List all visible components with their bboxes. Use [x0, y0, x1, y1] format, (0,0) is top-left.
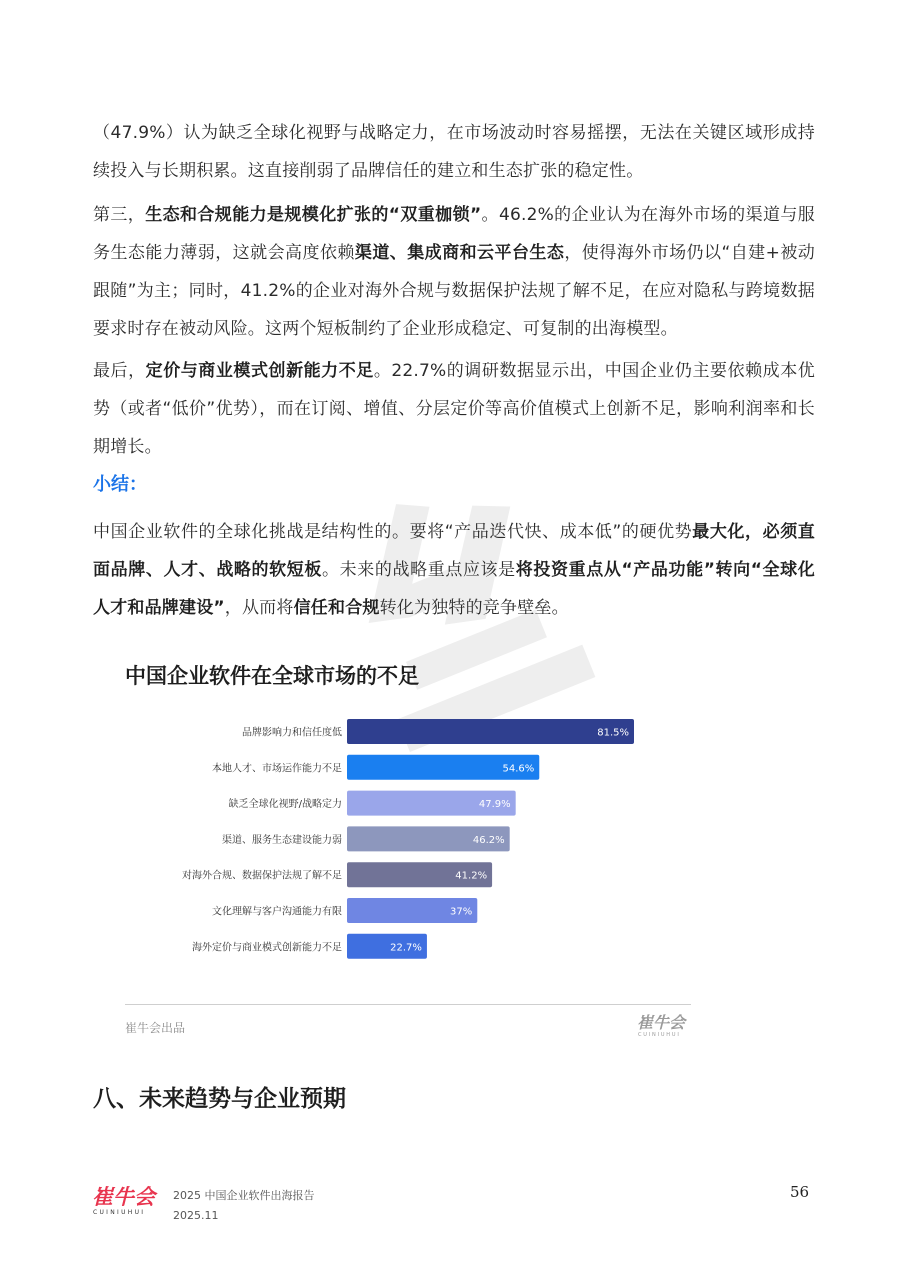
data-label: 22.7%	[390, 942, 422, 954]
category-label: 本地人才、市场运作能力不足	[212, 763, 342, 775]
data-label: 46.2%	[472, 834, 505, 846]
text-run: 。22.7%的调研数据显示出，中国企业仍主要依赖成本优势（或者“低价”优势），而在订阅、增值、分层定价等高价值模式上创新不足，影响利润率和长期增长。	[93, 361, 815, 457]
text-run: 转化为独特的竞争壁垒。	[379, 598, 569, 618]
chart-title: 中国企业软件在全球市场的不足	[125, 664, 419, 688]
bold-text-run: 最大化，必须直面品牌、人才、战略的软短板	[93, 522, 815, 580]
text-run: 。未来的战略重点应该是	[322, 560, 516, 580]
footer-logo-subtext: CUINIUHUI	[93, 1209, 146, 1216]
paragraph-1	[93, 114, 815, 190]
data-label: 54.6%	[502, 763, 535, 775]
data-label: 81.5%	[597, 727, 629, 739]
data-label: 37%	[450, 906, 473, 918]
category-label: 对海外合规、数据保护法规了解不足	[182, 870, 342, 882]
text-run: 。46.2%的企业认为在海外市场的渠道与服务生态能力薄弱，这就会高度依赖	[93, 205, 815, 263]
summary-heading: 小结：	[93, 474, 147, 495]
bold-text-run: 定价与商业模式创新能力不足	[145, 361, 374, 381]
text-run: 最后，	[93, 361, 146, 381]
bold-text-run: 将投资重点从“产品功能”转向“全球化人才和品牌建设”	[93, 560, 815, 618]
bold-text-run: 信任和合规	[293, 598, 380, 618]
text-run: ，从而将	[224, 598, 294, 618]
footer-report-name: 2025 中国企业软件出海报告	[173, 1189, 315, 1202]
category-label: 品牌影响力和信任度低	[242, 727, 342, 739]
category-label: 文化理解与客户沟通能力有限	[212, 906, 342, 918]
summary-paragraph	[93, 513, 815, 627]
bar	[347, 719, 634, 744]
bold-text-run: 生态和合规能力是规模化扩张的“双重枷锁”	[145, 205, 482, 225]
page-number: 56	[790, 1183, 810, 1201]
text-run: 第三，	[93, 205, 146, 225]
footer-date: 2025.11	[173, 1209, 219, 1222]
section-title: 八、未来趋势与企业预期	[93, 1086, 346, 1112]
data-label: 41.2%	[455, 870, 488, 882]
footer-logo-text: 崔牛会	[92, 1185, 155, 1209]
text-run: 中国企业软件的全球化挑战是结构性的。要将“产品迭代快、成本低”的硬优势	[93, 522, 693, 542]
paragraph-2	[93, 196, 815, 348]
text-run: （47.9%）认为缺乏全球化视野与战略定力，在市场波动时容易摇摆，无法在关键区域形成持续投入与长期积累。这直接削弱了品牌信任的建立和生态扩张的稳定性。	[93, 123, 815, 181]
bar-chart	[125, 712, 691, 967]
data-label: 47.9%	[478, 799, 511, 811]
chart-logo-subtext: CUINIUHUI	[638, 1032, 681, 1038]
bold-text-run: 渠道、集成商和云平台生态	[354, 243, 565, 263]
chart-source: 崔牛会出品	[125, 1021, 186, 1035]
paragraph-3	[93, 352, 815, 466]
category-label: 海外定价与商业模式创新能力不足	[192, 942, 342, 954]
category-label: 缺乏全球化视野/战略定力	[228, 799, 342, 811]
text-run: ，使得海外市场仍以“自建+被动跟随”为主；同时，41.2%的企业对海外合规与数据保护法规了解不足，在应对隐私与跨境数据要求时存在被动风险。这两个短板制约了企业形成稳定、可复制的出海模型。	[93, 243, 815, 339]
chart-logo-text: 崔牛会	[637, 1013, 686, 1032]
category-label: 渠道、服务生态建设能力弱	[222, 834, 342, 846]
chart-divider	[125, 1004, 691, 1005]
footer-brand-logo	[92, 1184, 162, 1220]
chart-brand-logo	[637, 1012, 695, 1038]
